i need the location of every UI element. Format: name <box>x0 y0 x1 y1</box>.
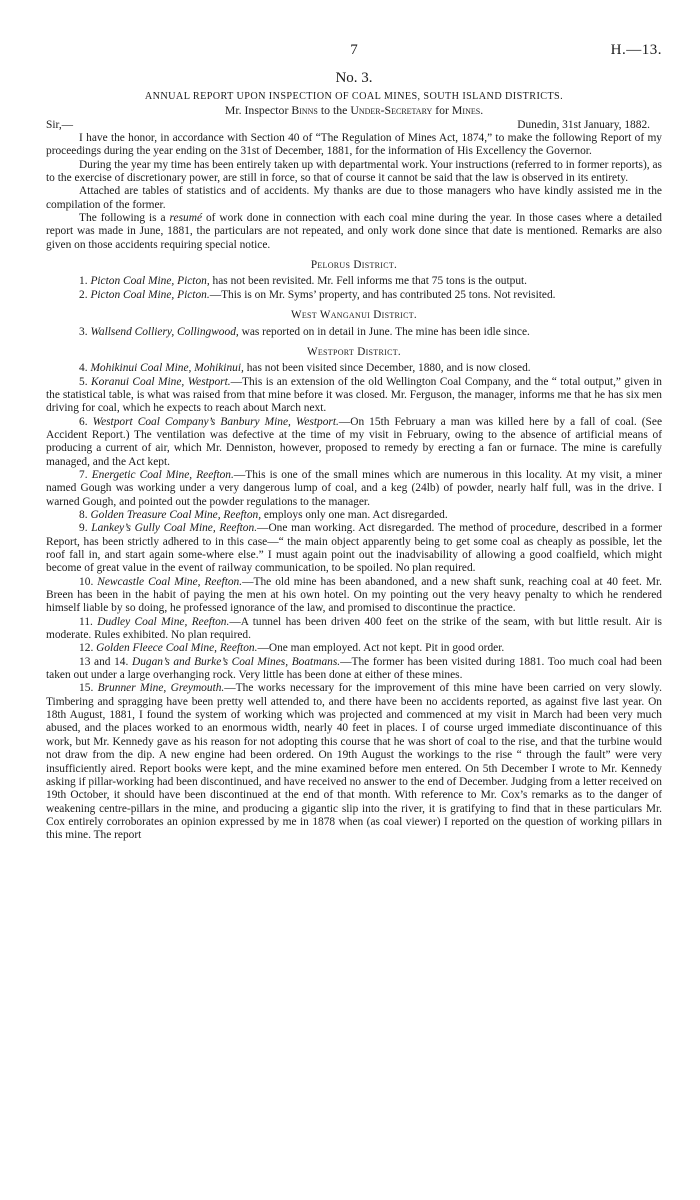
mine-entry: 1. Picton Coal Mine, Picton, has not been revisited. Mr. Fell informs me that 75 tons is the output. <box>79 275 528 288</box>
page-number: 7 <box>350 42 358 58</box>
mine-name: Picton Coal Mine, Picton. <box>90 288 210 301</box>
mine-name: Koranui Coal Mine, Westport. <box>91 375 231 388</box>
report-number: No. 3. <box>335 70 373 86</box>
mine-name: Brunner Mine, Greymouth. <box>97 682 225 695</box>
mine-entry: 11. Dudley Coal Mine, Reefton.—A tunnel has been driven 400 feet on the strike of the seam, with but little result. Air is moderate. Rules exhibited. No plan required. <box>46 615 662 642</box>
intro-paragraph: During the year my time has been entirely taken up with departmental work. Your instructions (referred to in former reports), as to the exercise of discretionary power, are still in force, so that of course it cannot be said that the law is observed in its entirety. <box>46 158 662 185</box>
mine-name: Lankey’s Gully Coal Mine, Reefton. <box>91 522 258 535</box>
mine-entry: 7. Energetic Coal Mine, Reefton.—This is one of the small mines which are numerous in this locality. At my visit, a miner named Gough was working under a very dangerous lump of coal, and a keg (24lb) of powder, nearly half full, was in the drive. I warned Gough, and pointed out the powder regulations to the manager. <box>46 468 662 508</box>
mine-entry: 3. Wallsend Colliery, Collingwood, was reported on in detail in June. The mine has been idle since. <box>79 325 530 338</box>
district-heading-west-wanganui: West Wanganui District. <box>290 309 418 322</box>
page-header <box>46 44 662 64</box>
mine-entry: 15. Brunner Mine, Greymouth.—The works necessary for the improvement of this mine have been carried on very slowly. Timbering and spragging have been pretty well attended to, and there have been no accidents reported, as against five last year. On 18th August, 1881, I found the system of working which was projected and commenced at my visit in March had been very much abused, and the places worked to an enormous width, nearly 40 feet in places. I of course urged immediate discontinuance of this work, but Mr. Kennedy gave as his reason for not adopting this course that he was short of coal to the rise, and that the turbine would not draw from the dip. A new engine had been ordered. On 19th August the workings to the rise “ through the fault” were very insufficiently aired. Report books were kept, and the mine examined before men entered. On 5th December I wrote to Mr. Kennedy asking if pillar-working had been discontinued, and have received no answer to the end of December. Judging from a letter received on 19th October, it should have been discontinued at the end of that month. With reference to Mr. Cox’s remarks as to the danger of weakening centre-pillars in the mine, and producing a gigantic slip into the river, it is gratifying to find that in these particulars Mr. Cox entirely corroborates an opinion expressed by me in 1878 when (as coal viewer) I reported on the question of working pillars in this mine. The report <box>46 682 662 842</box>
mine-name: Wallsend Colliery, Collingwood, <box>90 325 239 338</box>
mine-entry: 5. Koranui Coal Mine, Westport.—This is an extension of the old Wellington Coal Company, and the “ total output,” given in the statistical table, is what was raised from that mine before it was closed. Mr. Ferguson, the manager, informs me that he has six men driving for coal, which he expects to reach about March next. <box>46 375 663 415</box>
mine-name: Dudley Coal Mine, Reefton. <box>97 615 230 628</box>
mine-name: Mohikinui Coal Mine, Mohikinui, <box>90 362 244 375</box>
mine-entry: 8. Golden Treasure Coal Mine, Reefton, employs only one man. Act disregarded. <box>79 508 448 521</box>
intro-paragraph: Attached are tables of statistics and of accidents. My thanks are due to those managers who have kindly assisted me in the compilation of the former. <box>46 185 662 211</box>
mine-name: Energetic Coal Mine, Reefton. <box>91 468 234 481</box>
department: Mines <box>451 102 481 117</box>
mine-entry: 9. Lankey’s Gully Coal Mine, Reefton.—One man working. Act disregarded. The method of procedure, described in a former Report, has been strictly adhered to in this case—“ the main object apparently being to get some coal as cheaply as possible, let the roof fall in, and start again some-where else.” I must again point out the inadvisability of allowing a good coalfield, which might become of great value in the event of railway communication, to be spoiled. No plan required. <box>46 522 663 575</box>
mine-entry: 10. Newcastle Coal Mine, Reefton.—The old mine has been abandoned, and a new shaft sunk, reaching coal at 40 feet. Mr. Breen has been in the habit of paying the men at his own hotel. On my pointing out the very heavy penalty to which he rendered himself liable by so doing, he professed ignorance of the law, and promised to discontinue the practice. <box>46 575 663 615</box>
letter-date: Dunedin, 31st January, 1882. <box>517 119 650 132</box>
mine-name: Newcastle Coal Mine, Reefton. <box>97 575 243 588</box>
mine-name: Golden Treasure Coal Mine, Reefton, <box>90 508 262 521</box>
mine-name: Westport Coal Company’s Banbury Mine, Westport. <box>92 415 339 428</box>
district-heading-pelorus: Pelorus District. <box>310 259 398 272</box>
salutation-line <box>46 119 662 132</box>
mine-entry: 6. Westport Coal Company’s Banbury Mine, Westport.—On 15th February a man was killed here by a fall of coal. (See Accident Report.) The ventilation was defective at the time of my visit in February, owing to the absence of artificial means of producing a current of air, which Mr. Denniston, however, proposed to remedy by erecting a fan or furnace. The mine is carefully managed, and the Act kept. <box>46 415 663 468</box>
paper-reference: H.—13. <box>610 42 662 58</box>
inspector-name: Binns <box>291 102 318 117</box>
addressee: Under-Secretary <box>350 102 433 117</box>
report-title: ANNUAL REPORT UPON INSPECTION OF COAL MINES, SOUTH ISLAND DISTRICTS. <box>144 91 564 103</box>
report-subtitle: Mr. Inspector Binns to the Under-Secretary for Mines. <box>224 102 484 117</box>
mine-entry: 2. Picton Coal Mine, Picton.—This is on Mr. Syms’ property, and has contributed 25 tons. Not revisited. <box>79 288 556 301</box>
mine-entry: 12. Golden Fleece Coal Mine, Reefton.—One man employed. Act not kept. Pit in good order. <box>79 642 505 655</box>
district-heading-westport: Westport District. <box>306 345 402 358</box>
mine-name: Golden Fleece Coal Mine, Reefton. <box>96 642 258 655</box>
mine-entry: 13 and 14. Dugan’s and Burke’s Coal Mines, Boatmans.—The former has been visited during 1881. Too much coal had been taken out under a large overhanging rock. Very little has been done at either of these mines. <box>46 655 662 682</box>
mine-entry: 4. Mohikinui Coal Mine, Mohikinui, has not been visited since December, 1880, and is now closed. <box>79 362 531 375</box>
mine-name: Dugan’s and Burke’s Coal Mines, Boatmans. <box>131 655 341 668</box>
resume-word: resumé <box>169 212 203 225</box>
salutation: Sir,— <box>46 119 74 132</box>
intro-paragraph: The following is a resumé of work done in connection with each coal mine during the year. In those cases where a detailed report was made in June, 1881, the particulars are not repeated, and only work done since that date is mentioned. Remarks are also given on those accidents requiring special notice. <box>46 212 662 251</box>
mine-name: Picton Coal Mine, Picton, <box>90 275 210 288</box>
intro-paragraph: I have the honor, in accordance with Section 40 of “The Regulation of Mines Act, 1874,” to make the following Report of my proceedings during the year ending on the 31st of December, 1881, for the information of His Excellency the Governor. <box>46 132 662 158</box>
